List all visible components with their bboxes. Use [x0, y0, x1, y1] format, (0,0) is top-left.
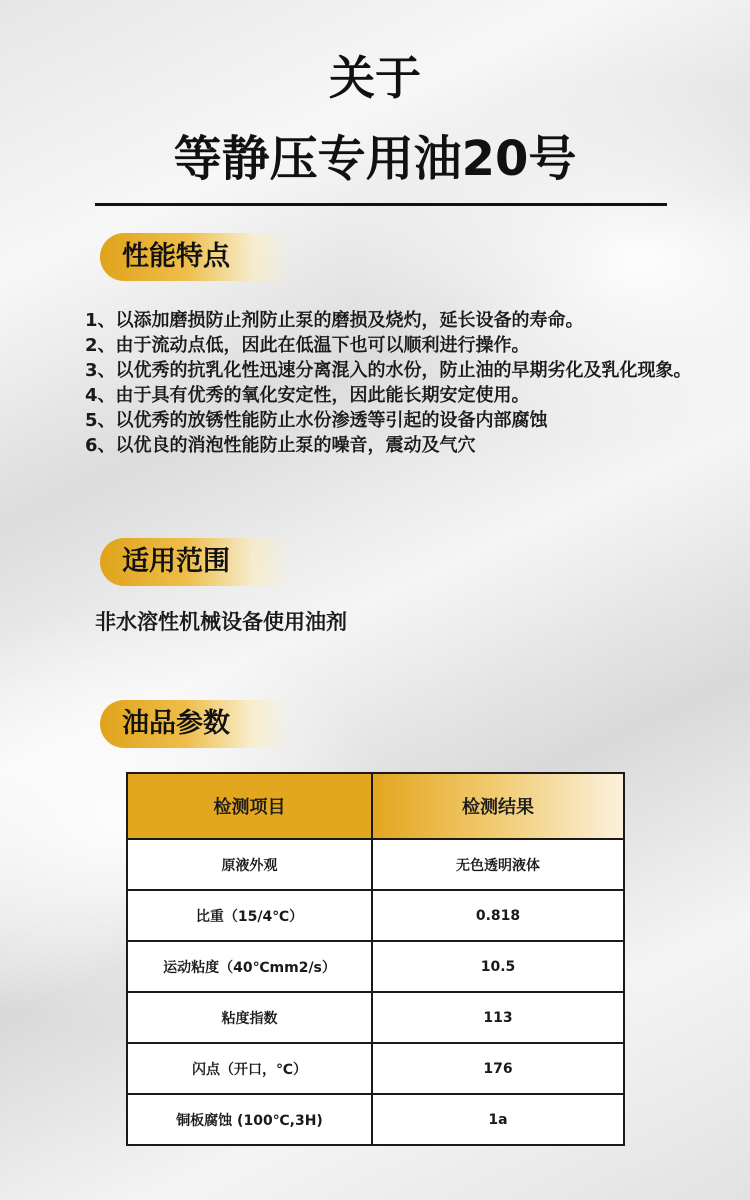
param-value: 10.5 — [372, 941, 624, 992]
param-name: 粘度指数 — [127, 992, 372, 1043]
scope-text: 非水溶性机械设备使用油剂 — [95, 610, 347, 634]
param-name: 原液外观 — [127, 839, 372, 890]
features-list — [85, 308, 705, 458]
section-label-params: 油品参数 — [100, 700, 290, 748]
param-value: 113 — [372, 992, 624, 1043]
page-title-line2: 等静压专用油20号 — [173, 131, 577, 187]
param-name: 闪点（开口，℃） — [127, 1043, 372, 1094]
section-label-scope: 适用范围 — [100, 538, 290, 586]
column-header-result: 检测结果 — [372, 773, 624, 839]
param-name: 铜板腐蚀 (100℃,3H) — [127, 1094, 372, 1145]
title-divider — [95, 203, 667, 206]
param-value: 0.818 — [372, 890, 624, 941]
feature-item: 1、以添加磨损防止剂防止泵的磨损及烧灼，延长设备的寿命。 — [85, 310, 584, 331]
param-value: 1a — [372, 1094, 624, 1145]
table-header-row — [127, 773, 624, 839]
param-value: 176 — [372, 1043, 624, 1094]
feature-item: 5、以优秀的放锈性能防止水份渗透等引起的设备内部腐蚀 — [85, 410, 548, 431]
page-title-line1: 关于 — [329, 51, 421, 105]
feature-item: 6、以优良的消泡性能防止泵的噪音，震动及气穴 — [85, 435, 476, 456]
section-label-features: 性能特点 — [100, 233, 290, 281]
table-row — [127, 1043, 624, 1094]
table-row — [127, 839, 624, 890]
param-name: 比重（15/4℃） — [127, 890, 372, 941]
column-header-item: 检测项目 — [127, 773, 372, 839]
table-row — [127, 1094, 624, 1145]
feature-item: 2、由于流动点低，因此在低温下也可以顺利进行操作。 — [85, 335, 530, 356]
feature-item: 4、由于具有优秀的氧化安定性，因此能长期安定使用。 — [85, 385, 530, 406]
params-table — [126, 772, 625, 1146]
table-row — [127, 992, 624, 1043]
param-value: 无色透明液体 — [372, 839, 624, 890]
param-name: 运动粘度（40℃mm2/s） — [127, 941, 372, 992]
table-row — [127, 941, 624, 992]
feature-item: 3、以优秀的抗乳化性迅速分离混入的水份，防止油的早期劣化及乳化现象。 — [85, 360, 692, 381]
table-row — [127, 890, 624, 941]
